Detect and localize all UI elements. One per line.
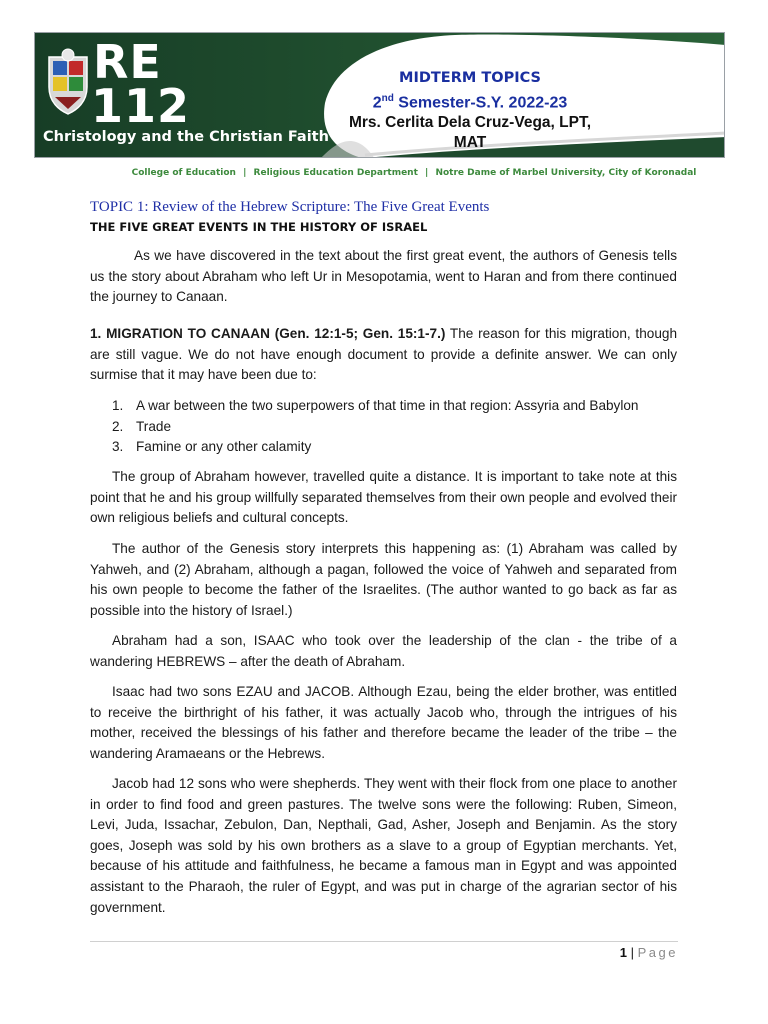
- course-name: Christology and the Christian Faith: [43, 129, 329, 145]
- university-seal-icon: [43, 47, 93, 115]
- page-number-separator: |: [627, 945, 638, 960]
- department-name: Religious Education Department: [253, 168, 418, 178]
- list-item-text: Famine or any other calamity: [136, 439, 312, 455]
- semester-line: [335, 89, 605, 113]
- migration-paragraph: [90, 324, 677, 386]
- topic-title: TOPIC 1: Review of the Hebrew Scripture: The Five Great Events: [90, 199, 490, 215]
- header-text-block: [335, 69, 605, 153]
- affiliation-separator: |: [425, 168, 429, 178]
- list-item-text: A war between the two superpowers of that time in that region: Assyria and Babylon: [136, 398, 639, 413]
- semester-text: Semester-S.Y. 2022-23: [393, 94, 568, 112]
- header-banner: [34, 32, 725, 158]
- list-item-text: Trade: [136, 418, 172, 434]
- page-number-value: 1: [619, 945, 628, 960]
- isaac-paragraph: Abraham had a son, ISAAC who took over the leadership of the clan - the tribe of a wandering HEBREWS – after the death of Abraham.: [90, 633, 677, 669]
- list-item: [90, 417, 639, 438]
- affiliation-line: [0, 168, 768, 178]
- group-paragraph: The group of Abraham however, travelled quite a distance. It is important to take note at this point that he and his group willfully separated themselves from their own people and evolved their own religious beliefs and cultural concepts.: [90, 469, 677, 526]
- course-code-number: 112: [91, 79, 191, 133]
- course-code-letters: RE: [93, 35, 162, 89]
- list-item: [90, 396, 639, 417]
- page-number: [620, 945, 678, 960]
- jacob-paragraph: Jacob had 12 sons who were shepherds. They went with their flock from one place to another in order to find food and green pastures. The twelve sons were the following: Ruben, Simeon, Levi, Juda, Issachar, Zebulon, Dan, Nepthali, Gad, Asher, Joseph and Benjamin. As the story goes, Joseph was sold by his own brothers as a slave to a group of Egyptian merchants. Yet, because of his attitude and faithfulness, he became a famous man in Egypt and was appointed assistant to the Pharaoh, the ruler of Egypt, and was put in charge of the agrarian sector of his government.: [90, 776, 677, 915]
- semester-suffix: nd: [381, 93, 394, 104]
- migration-heading: 1. MIGRATION TO CANAAN (Gen. 12:1-5; Gen. 15:1-7.): [90, 326, 446, 341]
- semester-number: 2: [372, 94, 382, 112]
- list-item-number: 2.: [112, 418, 124, 434]
- teacher-name: Mrs. Cerlita Dela Cruz-Vega, LPT, MAT: [348, 114, 592, 152]
- list-item-number: 1.: [112, 398, 124, 413]
- page-label: Page: [637, 945, 678, 960]
- topic-subtitle: THE FIVE GREAT EVENTS IN THE HISTORY OF ISRAEL: [90, 220, 428, 234]
- college-name: College of Education: [131, 168, 236, 178]
- migration-text: The reason for this migration, though are still vague. We do not have enough document to provide a definite answer. We can only surmise that it may have been due to:: [90, 326, 678, 383]
- affiliation-separator: |: [243, 168, 247, 178]
- footer-divider: [90, 941, 678, 942]
- sons-paragraph: Isaac had two sons EZAU and JACOB. Although Ezau, being the elder brother, was entitled to receive the birthright of his father, it was actually Jacob who, through the intrigues of his mother, received the blessings of his father and therefore became the leader of the tribe – the wandering Aramaeans or the Hebrews.: [90, 684, 677, 761]
- university-name: Notre Dame of Marbel University, City of Koronadal: [435, 168, 697, 178]
- midterm-title: MIDTERM TOPICS: [399, 70, 541, 86]
- reasons-list: [90, 396, 639, 458]
- list-item: [90, 437, 639, 458]
- list-item-number: 3.: [112, 439, 124, 455]
- author-paragraph: The author of the Genesis story interprets this happening as: (1) Abraham was called by Yahweh, and (2) Abraham, although a pagan, followed the voice of Yahweh and separated from his own people to become the father of the Israelites. (The author wanted to go back as far as possible into the history of Israel.): [90, 541, 677, 618]
- intro-paragraph: As we have discovered in the text about the first great event, the authors of Genesis tells us the story about Abraham who left Ur in Mesopotamia, went to Haran and from there continued the journey to Canaan.: [90, 248, 677, 305]
